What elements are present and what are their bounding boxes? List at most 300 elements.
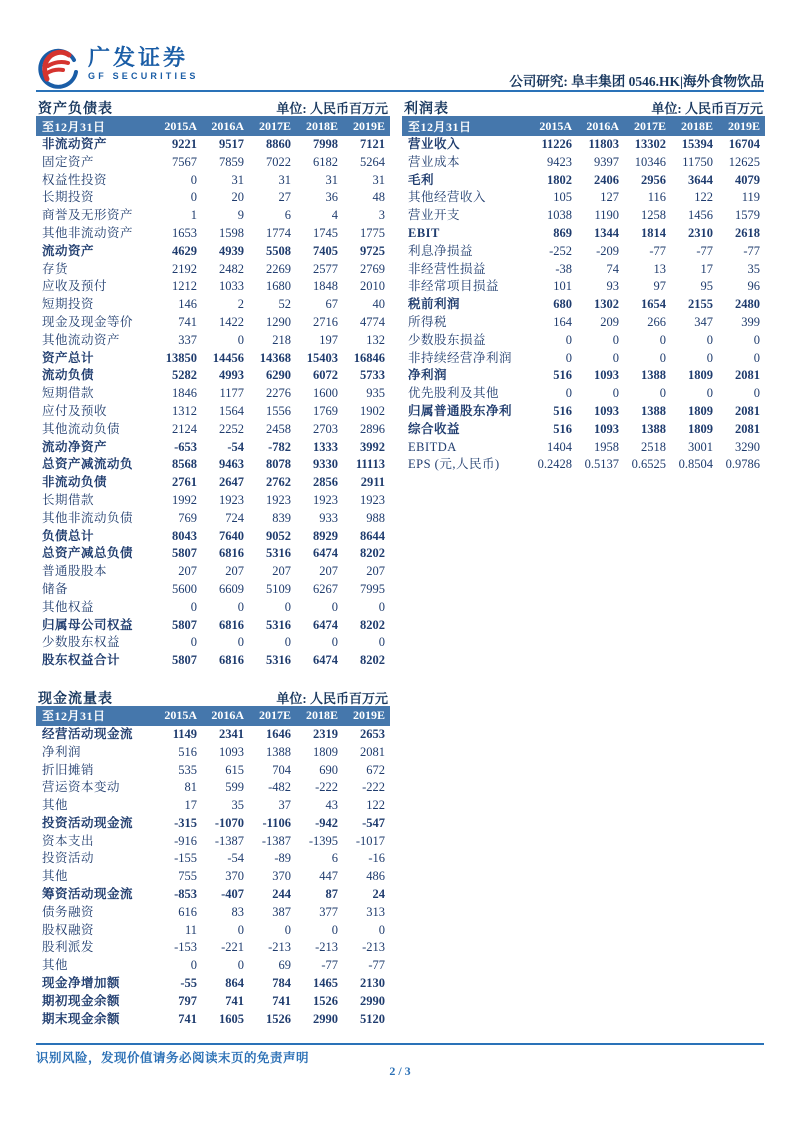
cell-value: 0 bbox=[237, 922, 244, 937]
cell-value: 31 bbox=[231, 172, 244, 187]
table-row bbox=[402, 456, 765, 474]
cell-value: -1070 bbox=[214, 815, 244, 830]
row-label: 应付及预收 bbox=[42, 403, 108, 418]
cell-value: 2956 bbox=[641, 172, 666, 187]
cell-value: 864 bbox=[225, 976, 244, 991]
cell-value: -209 bbox=[596, 243, 619, 258]
cell-value: 6072 bbox=[313, 368, 338, 383]
cell-value: 122 bbox=[694, 190, 713, 205]
row-label: 负债总计 bbox=[42, 528, 95, 543]
cell-value: 755 bbox=[178, 869, 197, 884]
cell-value: 1465 bbox=[313, 976, 338, 991]
cell-value: 164 bbox=[553, 314, 572, 329]
cell-value: 2010 bbox=[360, 279, 385, 294]
table-row bbox=[36, 296, 390, 314]
cell-value: 1526 bbox=[266, 1011, 291, 1026]
table-row bbox=[36, 172, 390, 190]
cell-value: 1769 bbox=[313, 403, 338, 418]
balance-sheet-header-row bbox=[36, 116, 390, 136]
cell-value: 5807 bbox=[172, 653, 197, 668]
cell-value: 516 bbox=[553, 368, 572, 383]
cell-value: 1958 bbox=[594, 439, 619, 454]
cell-value: 839 bbox=[272, 510, 291, 525]
cell-value: 2990 bbox=[313, 1011, 338, 1026]
income-statement-table bbox=[402, 98, 765, 474]
table-row bbox=[36, 599, 390, 617]
table-row bbox=[36, 350, 390, 368]
cell-value: 24 bbox=[372, 887, 385, 902]
right-column bbox=[402, 98, 765, 474]
cell-value: 5264 bbox=[360, 154, 385, 169]
cell-value: 2319 bbox=[313, 726, 338, 741]
cell-value: 1654 bbox=[641, 297, 666, 312]
year-header: 2016A bbox=[211, 118, 244, 133]
cell-value: -547 bbox=[362, 815, 385, 830]
cell-value: -653 bbox=[174, 439, 197, 454]
cell-value: 1809 bbox=[688, 421, 713, 436]
cell-value: 119 bbox=[741, 190, 760, 205]
cell-value: 0 bbox=[331, 599, 338, 614]
cell-value: 8202 bbox=[360, 546, 385, 561]
row-label: 固定资产 bbox=[42, 154, 95, 169]
cell-value: 784 bbox=[272, 976, 291, 991]
table-row bbox=[36, 154, 390, 172]
cell-value: 0.2428 bbox=[537, 457, 572, 472]
cell-value: 797 bbox=[178, 993, 197, 1008]
cell-value: 680 bbox=[553, 297, 572, 312]
cell-value: 933 bbox=[319, 510, 338, 525]
cell-value: 7995 bbox=[360, 581, 385, 596]
cell-value: 5316 bbox=[266, 546, 291, 561]
table-row bbox=[402, 367, 765, 385]
gf-logo-icon bbox=[36, 46, 80, 95]
cell-value: 1038 bbox=[547, 208, 572, 223]
cell-value: 0 bbox=[753, 386, 760, 401]
cell-value: 5600 bbox=[172, 581, 197, 596]
row-label: 少数股东损益 bbox=[408, 332, 487, 347]
cell-value: 869 bbox=[553, 225, 572, 240]
cell-value: 0 bbox=[331, 635, 338, 650]
cell-value: 14456 bbox=[212, 350, 244, 365]
cell-value: 516 bbox=[553, 403, 572, 418]
cell-value: 2716 bbox=[313, 314, 338, 329]
cell-value: 27 bbox=[278, 190, 291, 205]
cell-value: 1774 bbox=[266, 225, 291, 240]
row-label: EBITDA bbox=[408, 439, 457, 454]
year-header: 2015A bbox=[164, 708, 197, 723]
cell-value: 95 bbox=[700, 279, 713, 294]
table-row bbox=[36, 261, 390, 279]
cell-value: -1106 bbox=[262, 815, 291, 830]
cell-value: 1093 bbox=[219, 744, 244, 759]
cell-value: 0 bbox=[706, 350, 713, 365]
cell-value: -153 bbox=[174, 940, 197, 955]
cell-value: -315 bbox=[174, 815, 197, 830]
risk-disclaimer: 识别风险，发现价值请务必阅读末页的免责声明 bbox=[36, 1051, 310, 1065]
cell-value: -155 bbox=[174, 851, 197, 866]
year-headers bbox=[150, 708, 385, 723]
cell-value: 1923 bbox=[266, 492, 291, 507]
cell-value: 741 bbox=[178, 314, 197, 329]
cell-value: -77 bbox=[743, 243, 760, 258]
cell-value: 9397 bbox=[594, 154, 619, 169]
cell-value: 337 bbox=[178, 332, 197, 347]
cell-value: 209 bbox=[600, 314, 619, 329]
cell-value: -942 bbox=[315, 815, 338, 830]
row-label: 债务融资 bbox=[42, 904, 95, 919]
cell-value: -77 bbox=[321, 958, 338, 973]
cell-value: 0 bbox=[753, 350, 760, 365]
cell-value: 6609 bbox=[219, 581, 244, 596]
row-label: 普通股股本 bbox=[42, 564, 108, 579]
cell-value: 615 bbox=[225, 762, 244, 777]
cell-value: 7121 bbox=[360, 137, 385, 151]
cell-value: 599 bbox=[225, 780, 244, 795]
year-header: 2018E bbox=[680, 118, 713, 133]
table-row bbox=[36, 779, 390, 797]
row-label: 现金净增加额 bbox=[42, 976, 121, 991]
table-row bbox=[36, 136, 390, 154]
cell-value: 11803 bbox=[588, 137, 619, 151]
cell-value: 1680 bbox=[266, 279, 291, 294]
cell-value: 0 bbox=[706, 332, 713, 347]
cell-value: 535 bbox=[178, 762, 197, 777]
cell-value: 0 bbox=[284, 922, 291, 937]
cell-value: 6267 bbox=[313, 581, 338, 596]
cell-value: 9423 bbox=[547, 154, 572, 169]
cell-value: 7567 bbox=[172, 154, 197, 169]
cell-value: 2192 bbox=[172, 261, 197, 276]
logo-cn-text: 广发证券 bbox=[88, 45, 189, 70]
cell-value: 40 bbox=[372, 297, 385, 312]
row-label: 短期借款 bbox=[42, 386, 95, 401]
cell-value: 486 bbox=[366, 869, 385, 884]
year-header: 2015A bbox=[539, 118, 572, 133]
cell-value: 9725 bbox=[360, 243, 385, 258]
cell-value: 11750 bbox=[682, 154, 713, 169]
cell-value: 52 bbox=[278, 297, 291, 312]
cell-value: 7022 bbox=[266, 154, 291, 169]
cell-value: 31 bbox=[278, 172, 291, 187]
year-header: 2016A bbox=[586, 118, 619, 133]
row-label: 筹资活动现金流 bbox=[42, 887, 134, 902]
row-label: 长期投资 bbox=[42, 190, 95, 205]
cell-value: 6 bbox=[284, 208, 291, 223]
table-row bbox=[36, 421, 390, 439]
cell-value: 2856 bbox=[313, 475, 338, 490]
cell-value: 1302 bbox=[594, 297, 619, 312]
row-label: EPS (元,人民币) bbox=[408, 457, 500, 472]
table-row bbox=[402, 207, 765, 225]
footer-divider-line bbox=[36, 1043, 764, 1045]
cell-value: 2577 bbox=[313, 261, 338, 276]
cell-value: 2081 bbox=[735, 403, 760, 418]
cell-value: 2618 bbox=[735, 225, 760, 240]
cell-value: 0 bbox=[190, 190, 197, 205]
cell-value: 207 bbox=[366, 564, 385, 579]
cell-value: 6474 bbox=[313, 653, 338, 668]
cell-value: 2124 bbox=[172, 421, 197, 436]
cell-value: 1775 bbox=[360, 225, 385, 240]
table-row bbox=[402, 189, 765, 207]
cell-value: 244 bbox=[272, 887, 291, 902]
cell-value: 2703 bbox=[313, 421, 338, 436]
cell-value: -54 bbox=[227, 439, 244, 454]
cell-value: 11113 bbox=[355, 457, 385, 472]
row-label: 其他非流动负债 bbox=[42, 510, 134, 525]
cell-value: 74 bbox=[606, 261, 619, 276]
cell-value: 11 bbox=[184, 922, 197, 937]
row-label: 其他流动资产 bbox=[42, 332, 121, 347]
cell-value: 266 bbox=[647, 314, 666, 329]
cell-value: -77 bbox=[696, 243, 713, 258]
cell-value: 1992 bbox=[172, 492, 197, 507]
cell-value: 7998 bbox=[313, 137, 338, 151]
cell-value: 13302 bbox=[634, 137, 666, 151]
logo-text bbox=[88, 46, 199, 82]
cell-value: 43 bbox=[325, 798, 338, 813]
table-row bbox=[36, 1011, 390, 1029]
row-label: 优先股利及其他 bbox=[408, 386, 500, 401]
table-row bbox=[36, 314, 390, 332]
cell-value: 2269 bbox=[266, 261, 291, 276]
cell-value: 11226 bbox=[541, 137, 572, 151]
cell-value: 2458 bbox=[266, 421, 291, 436]
cell-value: 0.9786 bbox=[725, 457, 760, 472]
table-row bbox=[36, 439, 390, 457]
cell-value: 0 bbox=[190, 635, 197, 650]
row-label: 利息净损益 bbox=[408, 243, 474, 258]
cell-value: 1526 bbox=[313, 993, 338, 1008]
cell-value: -482 bbox=[268, 780, 291, 795]
row-label: 总资产减总负债 bbox=[42, 546, 134, 561]
cell-value: 6474 bbox=[313, 617, 338, 632]
table-row bbox=[402, 314, 765, 332]
cell-value: 87 bbox=[325, 887, 338, 902]
table-row bbox=[36, 332, 390, 350]
cell-value: 1333 bbox=[313, 439, 338, 454]
cell-value: 0.5137 bbox=[584, 457, 619, 472]
cell-value: 1579 bbox=[735, 208, 760, 223]
cell-value: 5807 bbox=[172, 617, 197, 632]
cell-value: 1605 bbox=[219, 1011, 244, 1026]
cell-value: 0 bbox=[378, 635, 385, 650]
cell-value: 5733 bbox=[360, 368, 385, 383]
page-number: 2 / 3 bbox=[389, 1064, 411, 1078]
row-label: 税前利润 bbox=[408, 297, 461, 312]
cell-value: 1093 bbox=[594, 368, 619, 383]
row-label: EBIT bbox=[408, 225, 440, 240]
table-row bbox=[402, 243, 765, 261]
table-row bbox=[402, 278, 765, 296]
cell-value: 2310 bbox=[688, 225, 713, 240]
row-label: 股东权益合计 bbox=[42, 653, 121, 668]
cell-value: 1404 bbox=[547, 439, 572, 454]
cell-value: 2155 bbox=[688, 297, 713, 312]
logo-en-text: GF SECURITIES bbox=[88, 71, 199, 81]
cell-value: 15403 bbox=[306, 350, 338, 365]
row-label: 投资活动 bbox=[42, 851, 95, 866]
cell-value: 988 bbox=[366, 510, 385, 525]
table-row bbox=[402, 439, 765, 457]
cell-value: 0 bbox=[190, 172, 197, 187]
table-row bbox=[402, 136, 765, 154]
row-label: 经营活动现金流 bbox=[42, 726, 134, 741]
cell-value: 9221 bbox=[172, 137, 197, 151]
cell-value: 2990 bbox=[360, 993, 385, 1008]
income-statement-rows bbox=[402, 136, 765, 474]
cell-value: -213 bbox=[362, 940, 385, 955]
row-label: 应收及预付 bbox=[42, 279, 108, 294]
cell-value: 116 bbox=[647, 190, 666, 205]
cash-flow-table bbox=[36, 688, 390, 1029]
cell-value: 1093 bbox=[594, 403, 619, 418]
row-label: 总资产减流动负 bbox=[42, 457, 134, 472]
cell-value: 0 bbox=[612, 350, 619, 365]
balance-sheet-title-row bbox=[36, 98, 390, 116]
cell-value: 1 bbox=[190, 208, 197, 223]
research-header-line: 公司研究: 阜丰集团 0546.HK|海外食物饮品 bbox=[509, 74, 764, 89]
row-label: 资本支出 bbox=[42, 833, 95, 848]
cell-value: 36 bbox=[325, 190, 338, 205]
cell-value: 8644 bbox=[360, 528, 385, 543]
cell-value: 447 bbox=[319, 869, 338, 884]
cell-value: 1556 bbox=[266, 403, 291, 418]
row-label: 净利润 bbox=[408, 368, 448, 383]
cell-value: 0 bbox=[565, 332, 572, 347]
cell-value: 83 bbox=[231, 904, 244, 919]
cell-value: -38 bbox=[555, 261, 572, 276]
cell-value: 704 bbox=[272, 762, 291, 777]
cell-value: 1923 bbox=[219, 492, 244, 507]
cell-value: 9330 bbox=[313, 457, 338, 472]
table-row bbox=[36, 957, 390, 975]
cell-value: 7640 bbox=[219, 528, 244, 543]
table-row bbox=[36, 833, 390, 851]
cell-value: -1387 bbox=[261, 833, 291, 848]
table-row bbox=[36, 367, 390, 385]
cell-value: 9463 bbox=[219, 457, 244, 472]
year-header: 2018E bbox=[305, 708, 338, 723]
cell-value: 218 bbox=[272, 332, 291, 347]
row-label: 权益性投资 bbox=[42, 172, 108, 187]
cell-value: 1600 bbox=[313, 386, 338, 401]
cell-value: 12625 bbox=[728, 154, 760, 169]
cell-value: 377 bbox=[319, 904, 338, 919]
cell-value: 1846 bbox=[172, 386, 197, 401]
left-column bbox=[36, 98, 390, 1028]
cell-value: 1177 bbox=[219, 386, 244, 401]
year-header: 2017E bbox=[258, 708, 291, 723]
year-header: 2015A bbox=[164, 118, 197, 133]
cell-value: 6474 bbox=[313, 546, 338, 561]
cell-value: 9517 bbox=[219, 137, 244, 151]
cell-value: 769 bbox=[178, 510, 197, 525]
cell-value: 6290 bbox=[266, 368, 291, 383]
row-label: 其他 bbox=[42, 869, 69, 884]
table-row bbox=[402, 261, 765, 279]
table-row bbox=[36, 385, 390, 403]
cell-value: 0 bbox=[706, 386, 713, 401]
cell-value: 207 bbox=[225, 564, 244, 579]
cell-value: 0 bbox=[565, 350, 572, 365]
cell-value: 16846 bbox=[353, 350, 385, 365]
cell-value: 724 bbox=[225, 510, 244, 525]
cell-value: 1190 bbox=[594, 208, 619, 223]
row-label: 存货 bbox=[42, 261, 69, 276]
cell-value: 17 bbox=[184, 798, 197, 813]
cell-value: -222 bbox=[362, 780, 385, 795]
cell-value: 197 bbox=[319, 332, 338, 347]
cell-value: 81 bbox=[184, 780, 197, 795]
cell-value: 6816 bbox=[219, 546, 244, 561]
cell-value: -213 bbox=[315, 940, 338, 955]
row-label: 毛利 bbox=[408, 172, 435, 187]
table-row bbox=[36, 563, 390, 581]
cell-value: 0 bbox=[237, 332, 244, 347]
row-label: 营业收入 bbox=[408, 137, 461, 151]
cell-value: 1344 bbox=[594, 225, 619, 240]
cell-value: -782 bbox=[268, 439, 291, 454]
cell-value: 14368 bbox=[259, 350, 291, 365]
date-label: 至12月31日 bbox=[42, 119, 106, 134]
table-row bbox=[36, 726, 390, 744]
row-label: 非经营性损益 bbox=[408, 261, 487, 276]
table-row bbox=[402, 225, 765, 243]
cell-value: 48 bbox=[372, 190, 385, 205]
cell-value: 9052 bbox=[266, 528, 291, 543]
cell-value: 1848 bbox=[313, 279, 338, 294]
cell-value: 1388 bbox=[641, 368, 666, 383]
row-label: 其他 bbox=[42, 958, 69, 973]
cell-value: 3644 bbox=[688, 172, 713, 187]
table-row bbox=[36, 189, 390, 207]
cell-value: 1093 bbox=[594, 421, 619, 436]
table-row bbox=[36, 868, 390, 886]
table-row bbox=[36, 243, 390, 261]
year-header: 2016A bbox=[211, 708, 244, 723]
year-header: 2017E bbox=[633, 118, 666, 133]
row-label: 股利派发 bbox=[42, 940, 95, 955]
table-row bbox=[402, 421, 765, 439]
table-row bbox=[36, 545, 390, 563]
row-label: 非流动资产 bbox=[42, 137, 108, 151]
cell-value: 2276 bbox=[266, 386, 291, 401]
year-header: 2019E bbox=[727, 118, 760, 133]
cell-value: 10346 bbox=[634, 154, 666, 169]
cell-value: 6 bbox=[331, 851, 338, 866]
row-label: 储备 bbox=[42, 581, 69, 596]
table-row bbox=[36, 492, 390, 510]
cell-value: 15394 bbox=[681, 137, 713, 151]
cash-flow-unit-label: 单位: 人民币百万元 bbox=[276, 690, 388, 706]
cell-value: 313 bbox=[366, 904, 385, 919]
cell-value: 672 bbox=[366, 762, 385, 777]
cell-value: 0 bbox=[190, 958, 197, 973]
cell-value: 2406 bbox=[594, 172, 619, 187]
cell-value: 399 bbox=[741, 314, 760, 329]
cell-value: -55 bbox=[180, 976, 197, 991]
cell-value: -1395 bbox=[308, 833, 338, 848]
cell-value: 1033 bbox=[219, 279, 244, 294]
cell-value: 2480 bbox=[735, 297, 760, 312]
cell-value: 3001 bbox=[688, 439, 713, 454]
cell-value: 0 bbox=[659, 386, 666, 401]
cell-value: 0 bbox=[284, 599, 291, 614]
cell-value: 1814 bbox=[641, 225, 666, 240]
cell-value: 6182 bbox=[313, 154, 338, 169]
cell-value: 0 bbox=[753, 332, 760, 347]
